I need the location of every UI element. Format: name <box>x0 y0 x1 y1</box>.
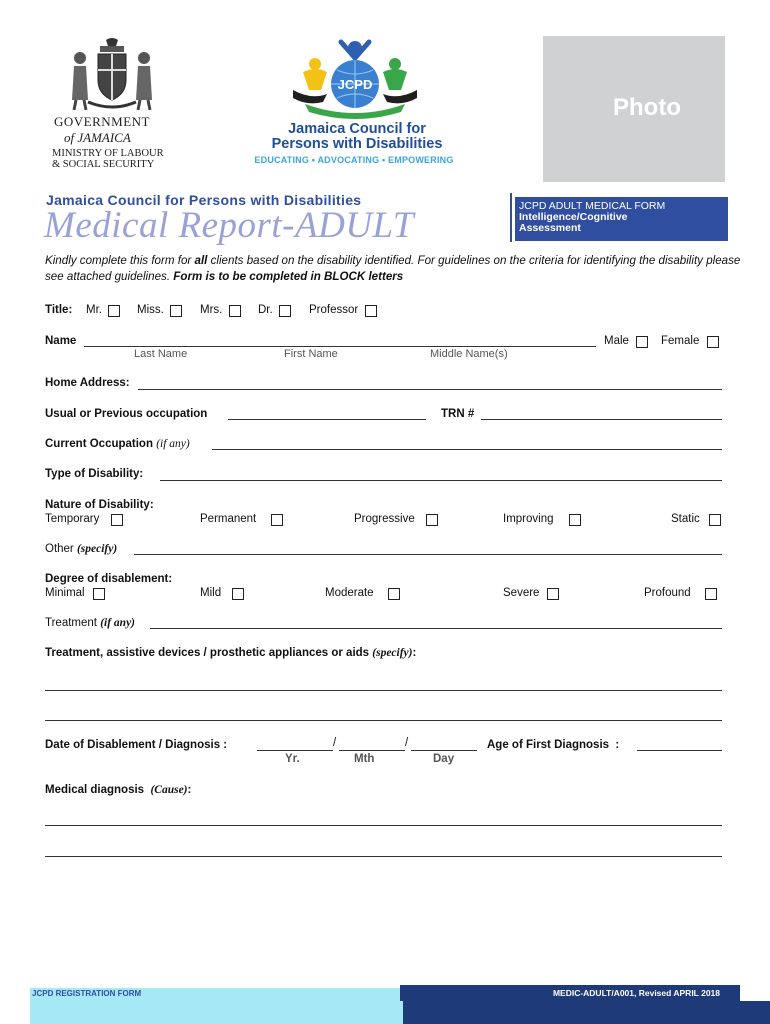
assistive-devices-line-1[interactable] <box>45 690 722 691</box>
home-address-field[interactable] <box>138 389 722 390</box>
age-first-diagnosis-label: Age of First Diagnosis : <box>487 739 620 751</box>
degree-moderate-label: Moderate <box>325 587 374 599</box>
jamaica-coat-of-arms-icon <box>62 36 162 114</box>
assistive-devices-label: Treatment, assistive devices / prosthetic appliances or aids (specify): <box>45 647 417 659</box>
home-address-label: Home Address: <box>45 377 130 389</box>
nature-static-checkbox[interactable] <box>709 514 721 526</box>
usual-occupation-label: Usual or Previous occupation <box>45 408 208 420</box>
instructions <box>45 253 745 285</box>
footer-form-code: MEDIC-ADULT/A001, Revised APRIL 2018 <box>552 988 720 998</box>
title-miss-checkbox[interactable] <box>170 305 182 317</box>
nature-permanent-checkbox[interactable] <box>271 514 283 526</box>
female-checkbox[interactable] <box>707 336 719 348</box>
government-block <box>52 114 182 170</box>
form-name: JCPD ADULT MEDICAL FORM <box>519 200 666 212</box>
title-mrs-checkbox[interactable] <box>229 305 241 317</box>
gov-line-1: GOVERNMENT <box>54 114 150 129</box>
first-name-caption: First Name <box>284 348 338 360</box>
type-of-disability-field[interactable] <box>160 480 722 481</box>
date-month-field[interactable] <box>339 750 405 751</box>
nature-static-label: Static <box>671 513 700 525</box>
footer-teal-block <box>30 1000 403 1024</box>
degree-profound-label: Profound <box>644 587 691 599</box>
age-first-diagnosis-field[interactable] <box>637 750 722 751</box>
nature-permanent-label: Permanent <box>200 513 257 525</box>
council-name-line-1: Jamaica Council for <box>288 121 426 137</box>
date-separator-1: / <box>333 737 337 749</box>
footer-left-band <box>30 988 400 1000</box>
report-title: Medical Report-ADULT <box>44 205 414 246</box>
day-caption: Day <box>433 753 455 765</box>
male-checkbox[interactable] <box>636 336 648 348</box>
nature-temporary-checkbox[interactable] <box>111 514 123 526</box>
ministry-line-1: MINISTRY OF LABOUR <box>52 148 164 159</box>
degree-severe-checkbox[interactable] <box>547 588 559 600</box>
ministry-line-2: & SOCIAL SECURITY <box>52 159 155 170</box>
nature-improving-label: Improving <box>503 513 554 525</box>
medical-diagnosis-line-2[interactable] <box>45 856 722 857</box>
treatment-field[interactable] <box>150 628 722 629</box>
medical-diagnosis-label: Medical diagnosis (Cause): <box>45 784 192 796</box>
type-of-disability-label: Type of Disability: <box>45 468 144 480</box>
organisation-title: Jamaica Council for Persons with Disabilities <box>46 192 362 208</box>
other-label: Other (specify) <box>45 543 118 555</box>
assistive-devices-line-2[interactable] <box>45 720 722 721</box>
title-option-mr: Mr. <box>86 304 102 316</box>
title-option-miss: Miss. <box>137 304 164 316</box>
degree-profound-checkbox[interactable] <box>705 588 717 600</box>
council-name <box>262 122 452 152</box>
footer-right-band <box>400 985 740 1001</box>
degree-severe-label: Severe <box>503 587 540 599</box>
instructions-emphasis: all <box>194 254 208 267</box>
date-of-disablement-label: Date of Disablement / Diagnosis : <box>45 739 228 751</box>
month-caption: Mth <box>354 753 375 765</box>
title-dr-checkbox[interactable] <box>279 305 291 317</box>
middle-name-caption: Middle Name(s) <box>430 348 508 360</box>
other-field[interactable] <box>134 554 722 555</box>
council-tagline: EDUCATING • ADVOCATING • EMPOWERING <box>254 155 454 165</box>
title-divider <box>510 193 512 242</box>
title-label: Title: <box>45 304 73 316</box>
current-occupation-field[interactable] <box>212 449 722 450</box>
degree-mild-checkbox[interactable] <box>232 588 244 600</box>
form-type-box <box>515 197 728 241</box>
instructions-block-letters: Form is to be completed in BLOCK letters <box>173 270 404 283</box>
instructions-part-2: clients based on the disability identified. For guidelines on the criteria for identifying the disability please see attached guidelines. <box>45 254 741 283</box>
treatment-label: Treatment (if any) <box>45 617 135 629</box>
footer-registration-form: JCPD REGISTRATION FORM <box>32 989 142 998</box>
council-name-line-2: Persons with Disabilities <box>271 136 443 152</box>
title-mr-checkbox[interactable] <box>108 305 120 317</box>
date-separator-2: / <box>405 737 409 749</box>
degree-minimal-checkbox[interactable] <box>93 588 105 600</box>
title-option-dr: Dr. <box>258 304 273 316</box>
nature-improving-checkbox[interactable] <box>569 514 581 526</box>
degree-moderate-checkbox[interactable] <box>388 588 400 600</box>
name-field[interactable] <box>84 346 596 347</box>
form-subtitle-1: Intelligence/Cognitive <box>519 211 628 223</box>
jcpd-logo-icon <box>285 34 425 120</box>
trn-label: TRN # <box>441 408 475 420</box>
female-label: Female <box>661 335 700 347</box>
name-label: Name <box>45 335 77 347</box>
form-subtitle-2: Assessment <box>519 222 581 234</box>
footer-navy-block <box>403 1001 770 1024</box>
photo-placeholder[interactable] <box>543 36 725 182</box>
date-year-field[interactable] <box>257 750 333 751</box>
title-option-professor: Professor <box>309 304 359 316</box>
photo-label: Photo <box>613 94 681 121</box>
trn-field[interactable] <box>481 419 722 420</box>
title-professor-checkbox[interactable] <box>365 305 377 317</box>
usual-occupation-field[interactable] <box>228 419 426 420</box>
medical-diagnosis-line-1[interactable] <box>45 825 722 826</box>
last-name-caption: Last Name <box>134 348 188 360</box>
current-occupation-label: Current Occupation (if any) <box>45 438 190 450</box>
nature-progressive-checkbox[interactable] <box>426 514 438 526</box>
year-caption: Yr. <box>285 753 300 765</box>
degree-minimal-label: Minimal <box>45 587 85 599</box>
nature-of-disability-label: Nature of Disability: <box>45 499 154 511</box>
gov-line-2: of JAMAICA <box>64 130 131 145</box>
date-day-field[interactable] <box>411 750 477 751</box>
nature-progressive-label: Progressive <box>354 513 415 525</box>
nature-temporary-label: Temporary <box>45 513 100 525</box>
degree-mild-label: Mild <box>200 587 222 599</box>
logo-text: JCPD <box>337 77 373 92</box>
male-label: Male <box>604 335 629 347</box>
title-option-mrs: Mrs. <box>200 304 223 316</box>
instructions-part-1: Kindly complete this form for <box>45 254 195 267</box>
degree-of-disablement-label: Degree of disablement: <box>45 573 173 585</box>
